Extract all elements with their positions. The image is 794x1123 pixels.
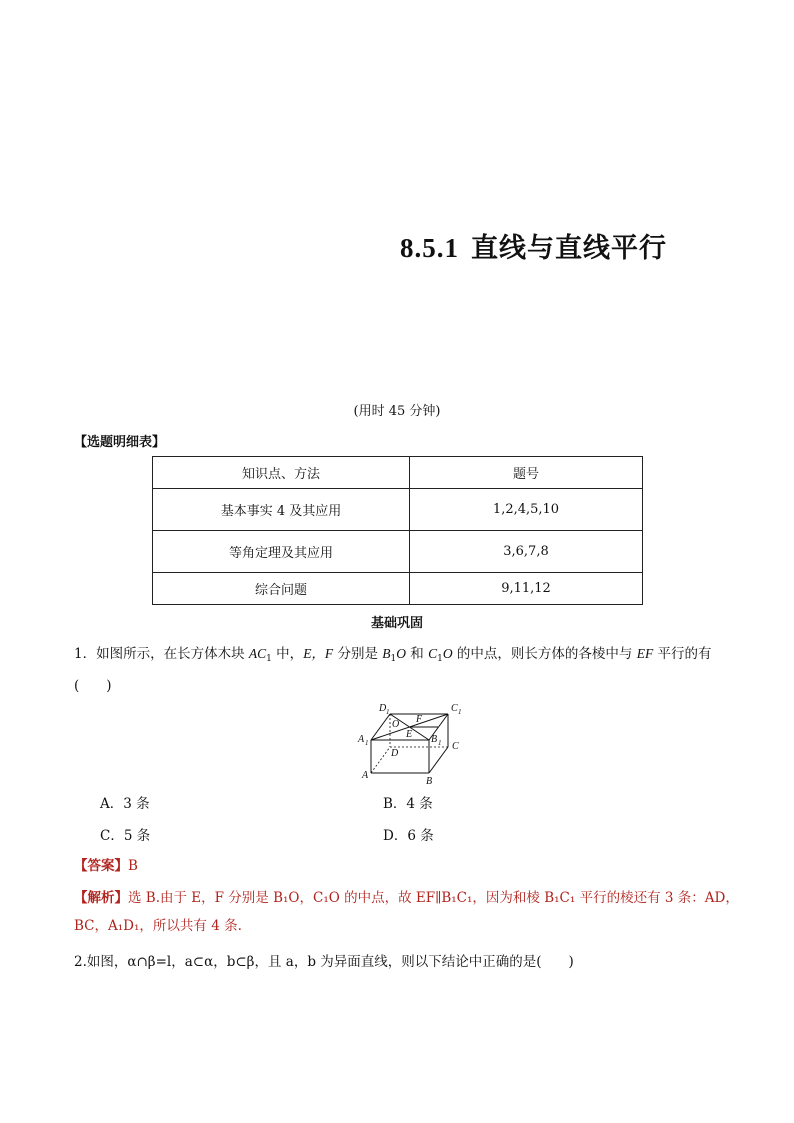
table-header-cell: 知识点、方法 [153, 457, 410, 489]
label-o: O [392, 719, 400, 730]
section-heading-basics: 基础巩固 [370, 616, 423, 631]
table-header-cell: 题号 [410, 457, 643, 489]
option-a: A．3 条 [100, 796, 150, 812]
page-title [400, 226, 667, 265]
title-text: 直线与直线平行 [471, 233, 667, 264]
q1-var: B [382, 646, 391, 661]
label-sub: 1 [458, 708, 462, 716]
label-a1: A [358, 734, 365, 745]
q1-sub: 1 [437, 654, 443, 664]
q1-var: C [428, 646, 438, 661]
q1-text: 的中点，则长方体的各棱中与 [452, 646, 637, 662]
table-cell: 等角定理及其应用 [153, 531, 410, 573]
label-sub: 1 [438, 739, 442, 747]
hidden-edge [371, 747, 390, 773]
title-number: 8.5.1 [400, 233, 459, 263]
q1-text: 平行的有 [653, 646, 712, 662]
label-b: B [426, 776, 433, 784]
q1-text: 中， [271, 646, 304, 662]
answer-line [74, 856, 138, 876]
q1-var: O [396, 646, 407, 661]
option-d: D．6 条 [383, 828, 434, 844]
q1-text: 1．如图所示，在长方体木块 [74, 646, 249, 662]
q1-sub: 1 [266, 654, 272, 664]
table-cell: 3,6,7,8 [410, 531, 643, 573]
table-row [153, 489, 643, 531]
label-a: A [362, 770, 369, 781]
table-row [153, 531, 643, 573]
table-cell: 基本事实 4 及其应用 [153, 489, 410, 531]
question-1 [74, 644, 712, 664]
edge-line [429, 747, 448, 773]
option-c: C．5 条 [100, 828, 151, 844]
cuboid-figure [354, 700, 464, 784]
analysis-line-2: BC，A₁D₁，所以共有 4 条. [74, 918, 242, 934]
label-d1: D [379, 703, 387, 714]
option-b: B．4 条 [383, 796, 433, 812]
label-sub: 1 [386, 708, 390, 716]
q1-var: AC [248, 646, 267, 661]
analysis-line-1 [74, 888, 739, 908]
q1-var: E，F [303, 646, 334, 661]
label-e: E [406, 729, 413, 740]
q1-var: O [442, 646, 453, 661]
table-row [153, 573, 643, 605]
label-f: F [416, 714, 423, 725]
label-d: D [391, 748, 399, 759]
edge-line [371, 714, 390, 740]
analysis-text: 选 B.由于 E，F 分别是 B₁O，C₁O 的中点，故 EF∥B₁C₁，因为和棱 B₁C₁ 平行的棱还有 3 条：AD， [128, 890, 739, 906]
q1-text: 分别是 [333, 646, 383, 662]
answer-value: B [128, 858, 138, 874]
label-c1: C [451, 703, 458, 714]
section-label-topics: 【选题明细表】 [74, 435, 166, 450]
table-cell: 1,2,4,5,10 [410, 489, 643, 531]
table-cell: 9,11,12 [410, 573, 643, 605]
time-note: (用时 45 分钟) [353, 404, 441, 419]
table-header-row [153, 457, 643, 489]
q1-var: EF [636, 646, 654, 661]
label-b1: B [431, 734, 438, 745]
label-c: C [452, 741, 459, 752]
topic-table [152, 456, 643, 605]
analysis-label: 【解析】 [74, 890, 128, 906]
q1-sub: 1 [390, 654, 397, 664]
question-2: 2.如图，α∩β=l，a⊂α，b⊂β，且 a，b 为异面直线，则以下结论中正确的是( ) [74, 954, 574, 970]
question-1-paren: ( ) [74, 678, 112, 694]
answer-label: 【答案】 [74, 858, 128, 874]
table-cell: 综合问题 [153, 573, 410, 605]
label-sub: 1 [365, 739, 369, 747]
q1-text: 和 [406, 646, 429, 662]
